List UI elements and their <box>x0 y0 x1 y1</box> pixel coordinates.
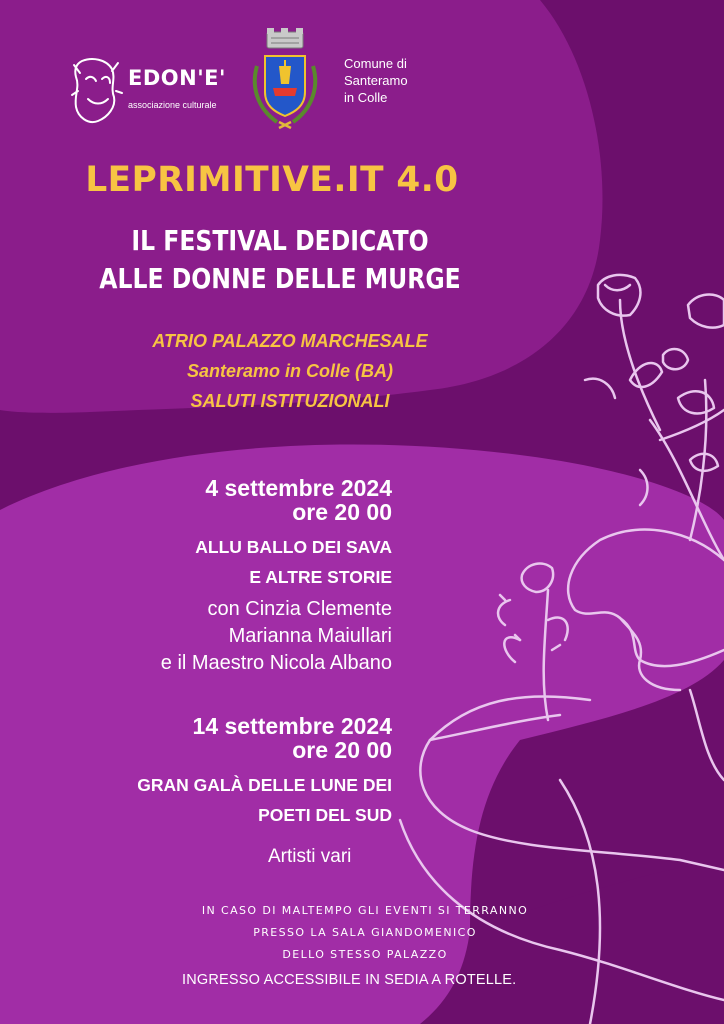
leaf-4 <box>585 379 615 398</box>
stem-3 <box>620 300 660 430</box>
event-date: 4 settembre 2024 <box>205 475 392 501</box>
event-2 <box>12 714 392 830</box>
weather-notice <box>150 900 580 966</box>
venue-name: ATRIO PALAZZO MARCHESALE <box>152 331 428 351</box>
festival-title: LEPRIMITIVE.IT 4.0 <box>85 160 459 200</box>
event-time: ore 20 00 <box>292 499 392 525</box>
shoulder <box>420 696 724 870</box>
event-performer: Marianna Maiullari <box>228 625 392 647</box>
association-subtitle: associazione culturale <box>128 100 217 110</box>
event-title-line: ALLU BALLO DEI SAVA <box>195 537 392 557</box>
leaf-left-1 <box>504 637 520 662</box>
notice-line: DELLO STESSO PALAZZO <box>282 948 448 961</box>
stem-main <box>650 420 724 560</box>
municipality-name <box>344 55 408 106</box>
leaf-left-2 <box>548 618 568 640</box>
head-outline <box>568 530 724 666</box>
municipality-line: Santeramo <box>344 73 408 88</box>
venue-note: SALUTI ISTITUZIONALI <box>190 391 390 411</box>
arm-line <box>430 715 560 740</box>
crown-icon <box>267 28 303 48</box>
event-title-line: E ALTRE STORIE <box>249 567 392 587</box>
face-profile <box>620 618 680 690</box>
notice-line: PRESSO LA SALA GIANDOMENICO <box>253 926 477 939</box>
festival-subtitle <box>87 222 473 298</box>
event-title-line: GRAN GALÀ DELLE LUNE DEI <box>137 775 392 795</box>
leaf-5 <box>640 470 648 505</box>
event-time: ore 20 00 <box>292 737 392 763</box>
event-title-line: POETI DEL SUD <box>258 805 392 825</box>
event-date: 14 settembre 2024 <box>192 713 392 739</box>
flower-2 <box>688 295 724 328</box>
leaf-left-3 <box>498 600 510 625</box>
association-name: EDON'E' <box>128 66 226 90</box>
flower-3 <box>663 349 688 369</box>
notice-line: IN CASO DI MALTEMPO GLI EVENTI SI TERRANNO <box>201 904 529 917</box>
accessibility-note: INGRESSO ACCESSIBILE IN SEDIA A ROTELLE. <box>182 972 517 988</box>
stem-2 <box>690 380 706 540</box>
venue-city: Santeramo in Colle (BA) <box>186 361 394 381</box>
event-performer: con Cinzia Clemente <box>207 598 392 620</box>
municipality-line: Comune di <box>344 56 407 71</box>
neck <box>690 690 724 780</box>
edone-logo <box>70 55 125 127</box>
stem-left <box>544 590 548 720</box>
event-1 <box>12 476 392 677</box>
subtitle-line: IL FESTIVAL DEDICATO <box>131 224 429 257</box>
event-performer: e il Maestro Nicola Albano <box>160 652 392 674</box>
flower-left <box>522 564 553 592</box>
bud-1 <box>500 595 560 650</box>
stem-4 <box>660 410 724 440</box>
subtitle-line: ALLE DONNE DELLE MURGE <box>99 262 461 295</box>
municipality-line: in Colle <box>344 90 388 105</box>
event-performer: Artisti vari <box>268 846 352 867</box>
venue-block <box>60 326 520 416</box>
mask-icon <box>75 59 114 122</box>
leaf-2 <box>678 391 714 413</box>
municipality-crest <box>243 26 327 136</box>
